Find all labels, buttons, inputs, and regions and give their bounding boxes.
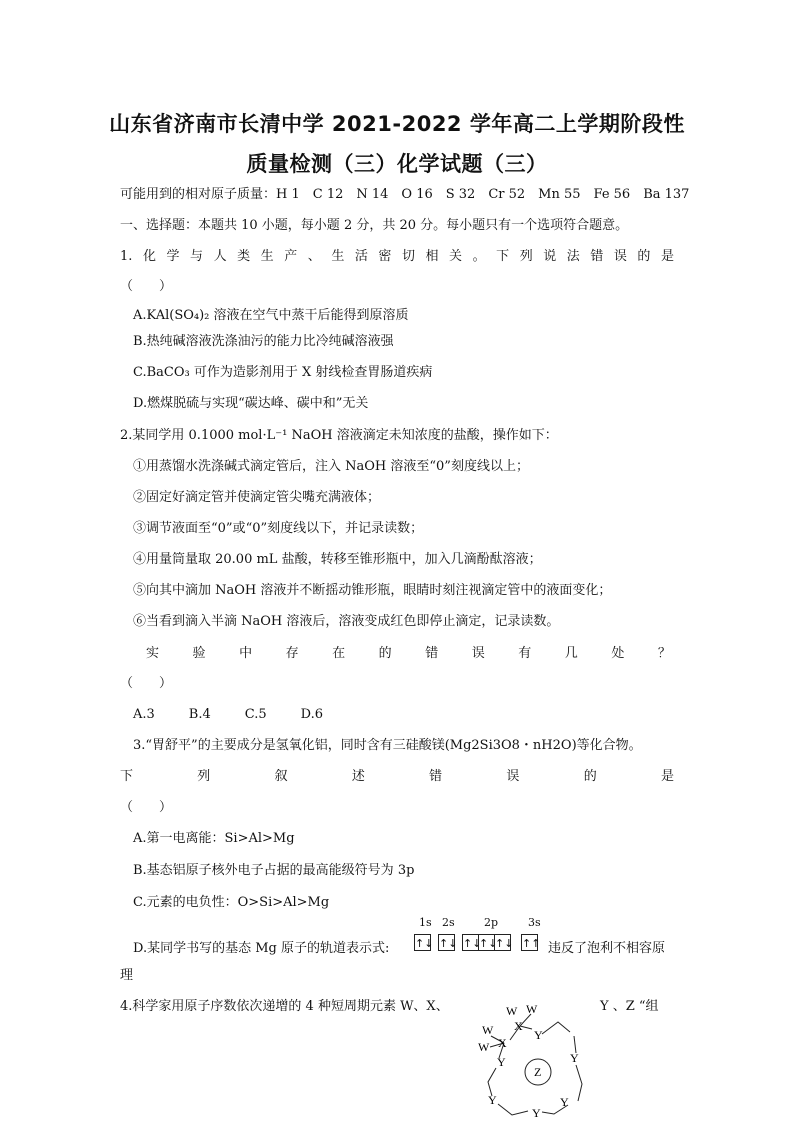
orbital-box-3s: ↑↑ [521, 934, 538, 951]
q2-choice-d: D.6 [300, 707, 324, 722]
q2-choice-b: B.4 [188, 707, 211, 722]
orbital-box-1s: ↑↓ [414, 934, 431, 951]
atomic-masses: 可能用到的相对原子质量：H 1 C 12 N 14 O 16 S 32 Cr 52 Mn 55 Fe 56 Ba 137 [120, 187, 690, 202]
title-line-2: 质量检测（三）化学试题（三） [246, 152, 548, 176]
q3-stem: 3.“胃舒平”的主要成分是氢氧化铝，同时含有三硅酸镁(Mg2Si3O8・nH2O)等化合物。 [133, 738, 642, 753]
atom-y-1: Y [534, 1028, 543, 1042]
atom-w-2: W [526, 1002, 538, 1016]
atom-w-3: W [482, 1023, 494, 1037]
orbital-label-1s: 1s [419, 916, 432, 929]
crown-ether-structure [470, 998, 630, 1123]
section-heading: 一、选择题：本题共 10 小题，每小题 2 分，共 20 分。每小题只有一个选项符合题意。 [120, 218, 629, 233]
q2-choices [133, 706, 357, 724]
orbital-box-2p-1: ↑↓ [462, 934, 479, 951]
q3-option-d-end: 理 [120, 968, 134, 983]
q2-step-6: ⑥当看到滴入半滴 NaOH 溶液后，溶液变成红色即停止滴定，记录读数。 [133, 614, 560, 629]
q1-option-c: C.BaCO₃ 可作为造影剂用于 X 射线检查胃肠道疾病 [133, 365, 433, 380]
q3-option-d-prefix: D.某同学书写的基态 Mg 原子的轨道表示式: [133, 941, 390, 956]
q3-stem-2: 下 列 叙 述 错 误 的 是 [120, 769, 674, 784]
q2-choice-c: C.5 [244, 707, 267, 722]
q3-option-d-suffix: 违反了泡利不相容原 [548, 941, 666, 956]
q1-stem: 1. 化 学 与 人 类 生 产 、 生 活 密 切 相 关 。 下 列 说 法 错 误 的 是 [120, 249, 674, 264]
orbital-box-2p-2: ↑↓ [478, 934, 495, 951]
q1-answer-paren: （ ） [120, 279, 173, 294]
atom-y-5: Y [532, 1106, 541, 1120]
q2-choice-a: A.3 [133, 707, 155, 722]
q1-option-a: A.KAl(SO₄)₂ 溶液在空气中蒸干后能得到原溶质 [133, 308, 409, 323]
q2-step-5: ⑤向其中滴加 NaOH 溶液并不断摇动锥形瓶，眼睛时刻注视滴定管中的液面变化； [133, 583, 612, 598]
q2-step-4: ④用量筒量取 20.00 mL 盐酸，转移至锥形瓶中，加入几滴酚酞溶液； [133, 552, 542, 567]
q2-step-1: ①用蒸馏水洗涤碱式滴定管后，注入 NaOH 溶液至“0”刻度线以上； [133, 459, 529, 474]
orbital-box-2p-3: ↑↓ [494, 934, 511, 951]
atom-w-4: W [478, 1040, 490, 1054]
atom-y-2: Y [570, 1051, 579, 1065]
q3-option-b: B.基态铝原子核外电子占据的最高能级符号为 3p [133, 863, 415, 878]
orbital-box-2s: ↑↓ [438, 934, 455, 951]
atom-y-3: Y [497, 1055, 506, 1069]
q2-step-2: ②固定好滴定管并使滴定管尖嘴充满液体； [133, 490, 381, 505]
orbital-label-2p: 2p [484, 916, 499, 929]
atom-w-1: W [506, 1004, 518, 1018]
atom-y-4: Y [560, 1095, 569, 1109]
q3-answer-paren: （ ） [120, 800, 173, 815]
orbital-label-2s: 2s [442, 916, 455, 929]
atom-z: Z [534, 1065, 542, 1079]
q4-stem-right: Y 、Z “组 [600, 999, 659, 1014]
atom-x-2: X [498, 1036, 507, 1050]
q2-step-3: ③调节液面至“0”或“0”刻度线以下，并记录读数； [133, 521, 424, 536]
q3-option-a: A.第一电离能：Si>Al>Mg [133, 831, 295, 846]
q1-option-d: D.燃煤脱硫与实现“碳达峰、碳中和”无关 [133, 396, 369, 411]
atom-y-6: Y [488, 1093, 497, 1107]
q3-option-c: C.元素的电负性：O>Si>Al>Mg [133, 895, 330, 910]
q4-stem-left: 4.科学家用原子序数依次递增的 4 种短周期元素 W、X、 [120, 999, 449, 1014]
q1-option-b: B.热纯碱溶液洗涤油污的能力比冷纯碱溶液强 [133, 334, 394, 349]
orbital-label-3s: 3s [528, 916, 541, 929]
atom-x-1: X [514, 1019, 523, 1033]
q2-answer-paren: （ ） [120, 676, 173, 691]
q2-stem: 2.某同学用 0.1000 mol·L⁻¹ NaOH 溶液滴定未知浓度的盐酸，操作如下： [120, 428, 558, 443]
title-line-1: 山东省济南市长清中学 2021-2022 学年高二上学期阶段性 [109, 112, 685, 136]
q2-question: 实 验 中 存 在 的 错 误 有 几 处 ？ [146, 646, 671, 661]
